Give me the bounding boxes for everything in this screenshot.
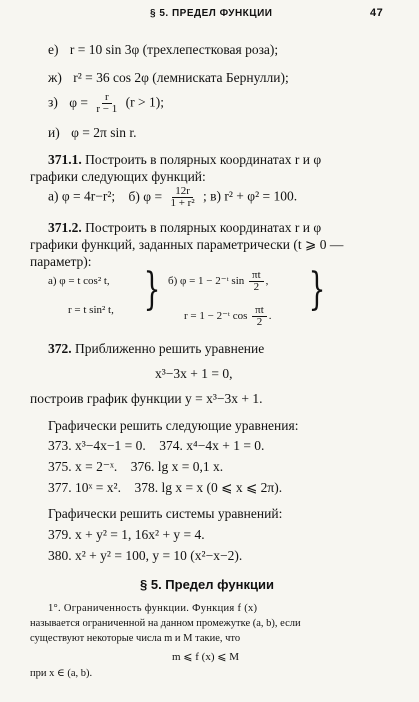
- problem-371-1-line2: графики следующих функций:: [30, 169, 206, 184]
- section-para-line4: при x ∈ (a, b).: [30, 668, 93, 679]
- systems-intro: Графически решить системы уравнений:: [48, 506, 283, 521]
- param-b-r: r = 1 − 2⁻ᵗ cos $\frac{\pi t}{2}$ .: [184, 304, 272, 328]
- equation-372: x³−3x + 1 = 0,: [155, 366, 233, 381]
- page-number: 47: [370, 7, 384, 19]
- problem-text: Приближенно решить уравнение: [75, 341, 265, 356]
- item-label: и): [48, 125, 60, 140]
- fraction: [167, 186, 197, 209]
- item-rest: (r > 1);: [125, 94, 164, 110]
- item-label: е): [48, 42, 59, 57]
- section-para-line2: называется ограниченной на данном промежутке (a, b), если: [30, 618, 301, 629]
- param-b-phi-lhs: б) φ = 1 − 2⁻ᵗ sin: [168, 275, 245, 288]
- param-b-r-lhs: r = 1 − 2⁻ᵗ cos: [184, 310, 248, 323]
- fraction-numerator: πt: [252, 305, 267, 317]
- formula-c: ; в) r² + φ² = 100.: [203, 188, 298, 204]
- running-header: § 5. ПРЕДЕЛ ФУНКЦИИ: [150, 8, 273, 19]
- formula-b-lhs: б) φ =: [128, 188, 163, 204]
- item-text: r = 10 sin 3φ (трехлепестковая роза);: [69, 42, 279, 57]
- problem-text: Построить в полярных координатах r и φ: [85, 220, 322, 235]
- item-label: з): [48, 94, 58, 110]
- system-row: 380. x² + y² = 100, y = 10 (x²−x−2).: [48, 548, 243, 563]
- right-brace-icon: }: [143, 264, 161, 315]
- item-z: [48, 92, 164, 115]
- section-para-line1: 1°. Ограниченность функции. Функция f (x): [48, 603, 258, 614]
- graph-equations-intro: Графически решить следующие уравнения:: [48, 418, 299, 433]
- problem-number: 371.2.: [48, 220, 82, 235]
- fraction: [252, 305, 267, 328]
- section-title: § 5. Предел функции: [140, 577, 274, 592]
- system-row: 379. x + y² = 1, 16x² + y = 4.: [48, 527, 205, 542]
- item-i: [48, 125, 136, 141]
- problem-371-2-line3: параметр):: [30, 254, 92, 269]
- problem-text: Построить в полярных координатах r и φ: [85, 152, 322, 167]
- formula-a: а) φ = 4r−r²;: [48, 188, 116, 204]
- problem-371-1-formulas: [48, 186, 297, 209]
- fraction-denominator: 2: [253, 281, 260, 293]
- equations-row: 373. x³−4x−1 = 0. 374. x⁴−4x + 1 = 0.: [48, 438, 265, 453]
- equations-row: 375. x = 2⁻ˣ. 376. lg x = 0,1 x.: [48, 459, 224, 474]
- item-e: [48, 42, 278, 58]
- problem-number: 372.: [48, 341, 72, 356]
- problem-371-2-line2: графики функций, заданных параметрически (t ⩾ 0 —: [30, 237, 344, 252]
- problem-371-1-line1: [48, 152, 321, 168]
- param-a-phi: а) φ = t cos² t,: [48, 275, 110, 287]
- param-b-phi: б) φ = 1 − 2⁻ᵗ sin $\frac{\pi t}{2}$ ,: [168, 269, 269, 293]
- item-text: r² = 36 cos 2φ (лемниската Бернулли);: [73, 70, 289, 85]
- fraction: [93, 92, 120, 115]
- fraction-denominator: 2: [256, 316, 263, 328]
- item-zh: [48, 70, 289, 86]
- fraction-denominator: r − 1: [96, 103, 118, 115]
- equations-row: 377. 10ˣ = x². 378. lg x = x (0 ⩽ x ⩽ 2π).: [48, 480, 283, 495]
- fraction: [249, 270, 264, 293]
- problem-number: 371.1.: [48, 152, 82, 167]
- right-brace-icon: }: [308, 264, 326, 315]
- item-label: ж): [48, 70, 62, 85]
- fraction-numerator: 12r: [172, 186, 193, 198]
- item-text: φ = 2π sin r.: [71, 125, 137, 140]
- section-para-line3: существуют некоторые числа m и M такие, что: [30, 633, 241, 644]
- fraction-numerator: πt: [249, 270, 264, 282]
- problem-371-2-line1: [48, 220, 321, 236]
- problem-372: [48, 341, 264, 357]
- fraction-numerator: r: [102, 92, 112, 104]
- problem-372-tail: построив график функции y = x³−3x + 1.: [30, 391, 263, 406]
- fraction-denominator: 1 + r²: [170, 197, 195, 209]
- param-a-r: r = t sin² t,: [68, 304, 114, 316]
- inequality: m ⩽ f (x) ⩽ M: [172, 651, 240, 663]
- item-lhs: φ =: [69, 94, 88, 110]
